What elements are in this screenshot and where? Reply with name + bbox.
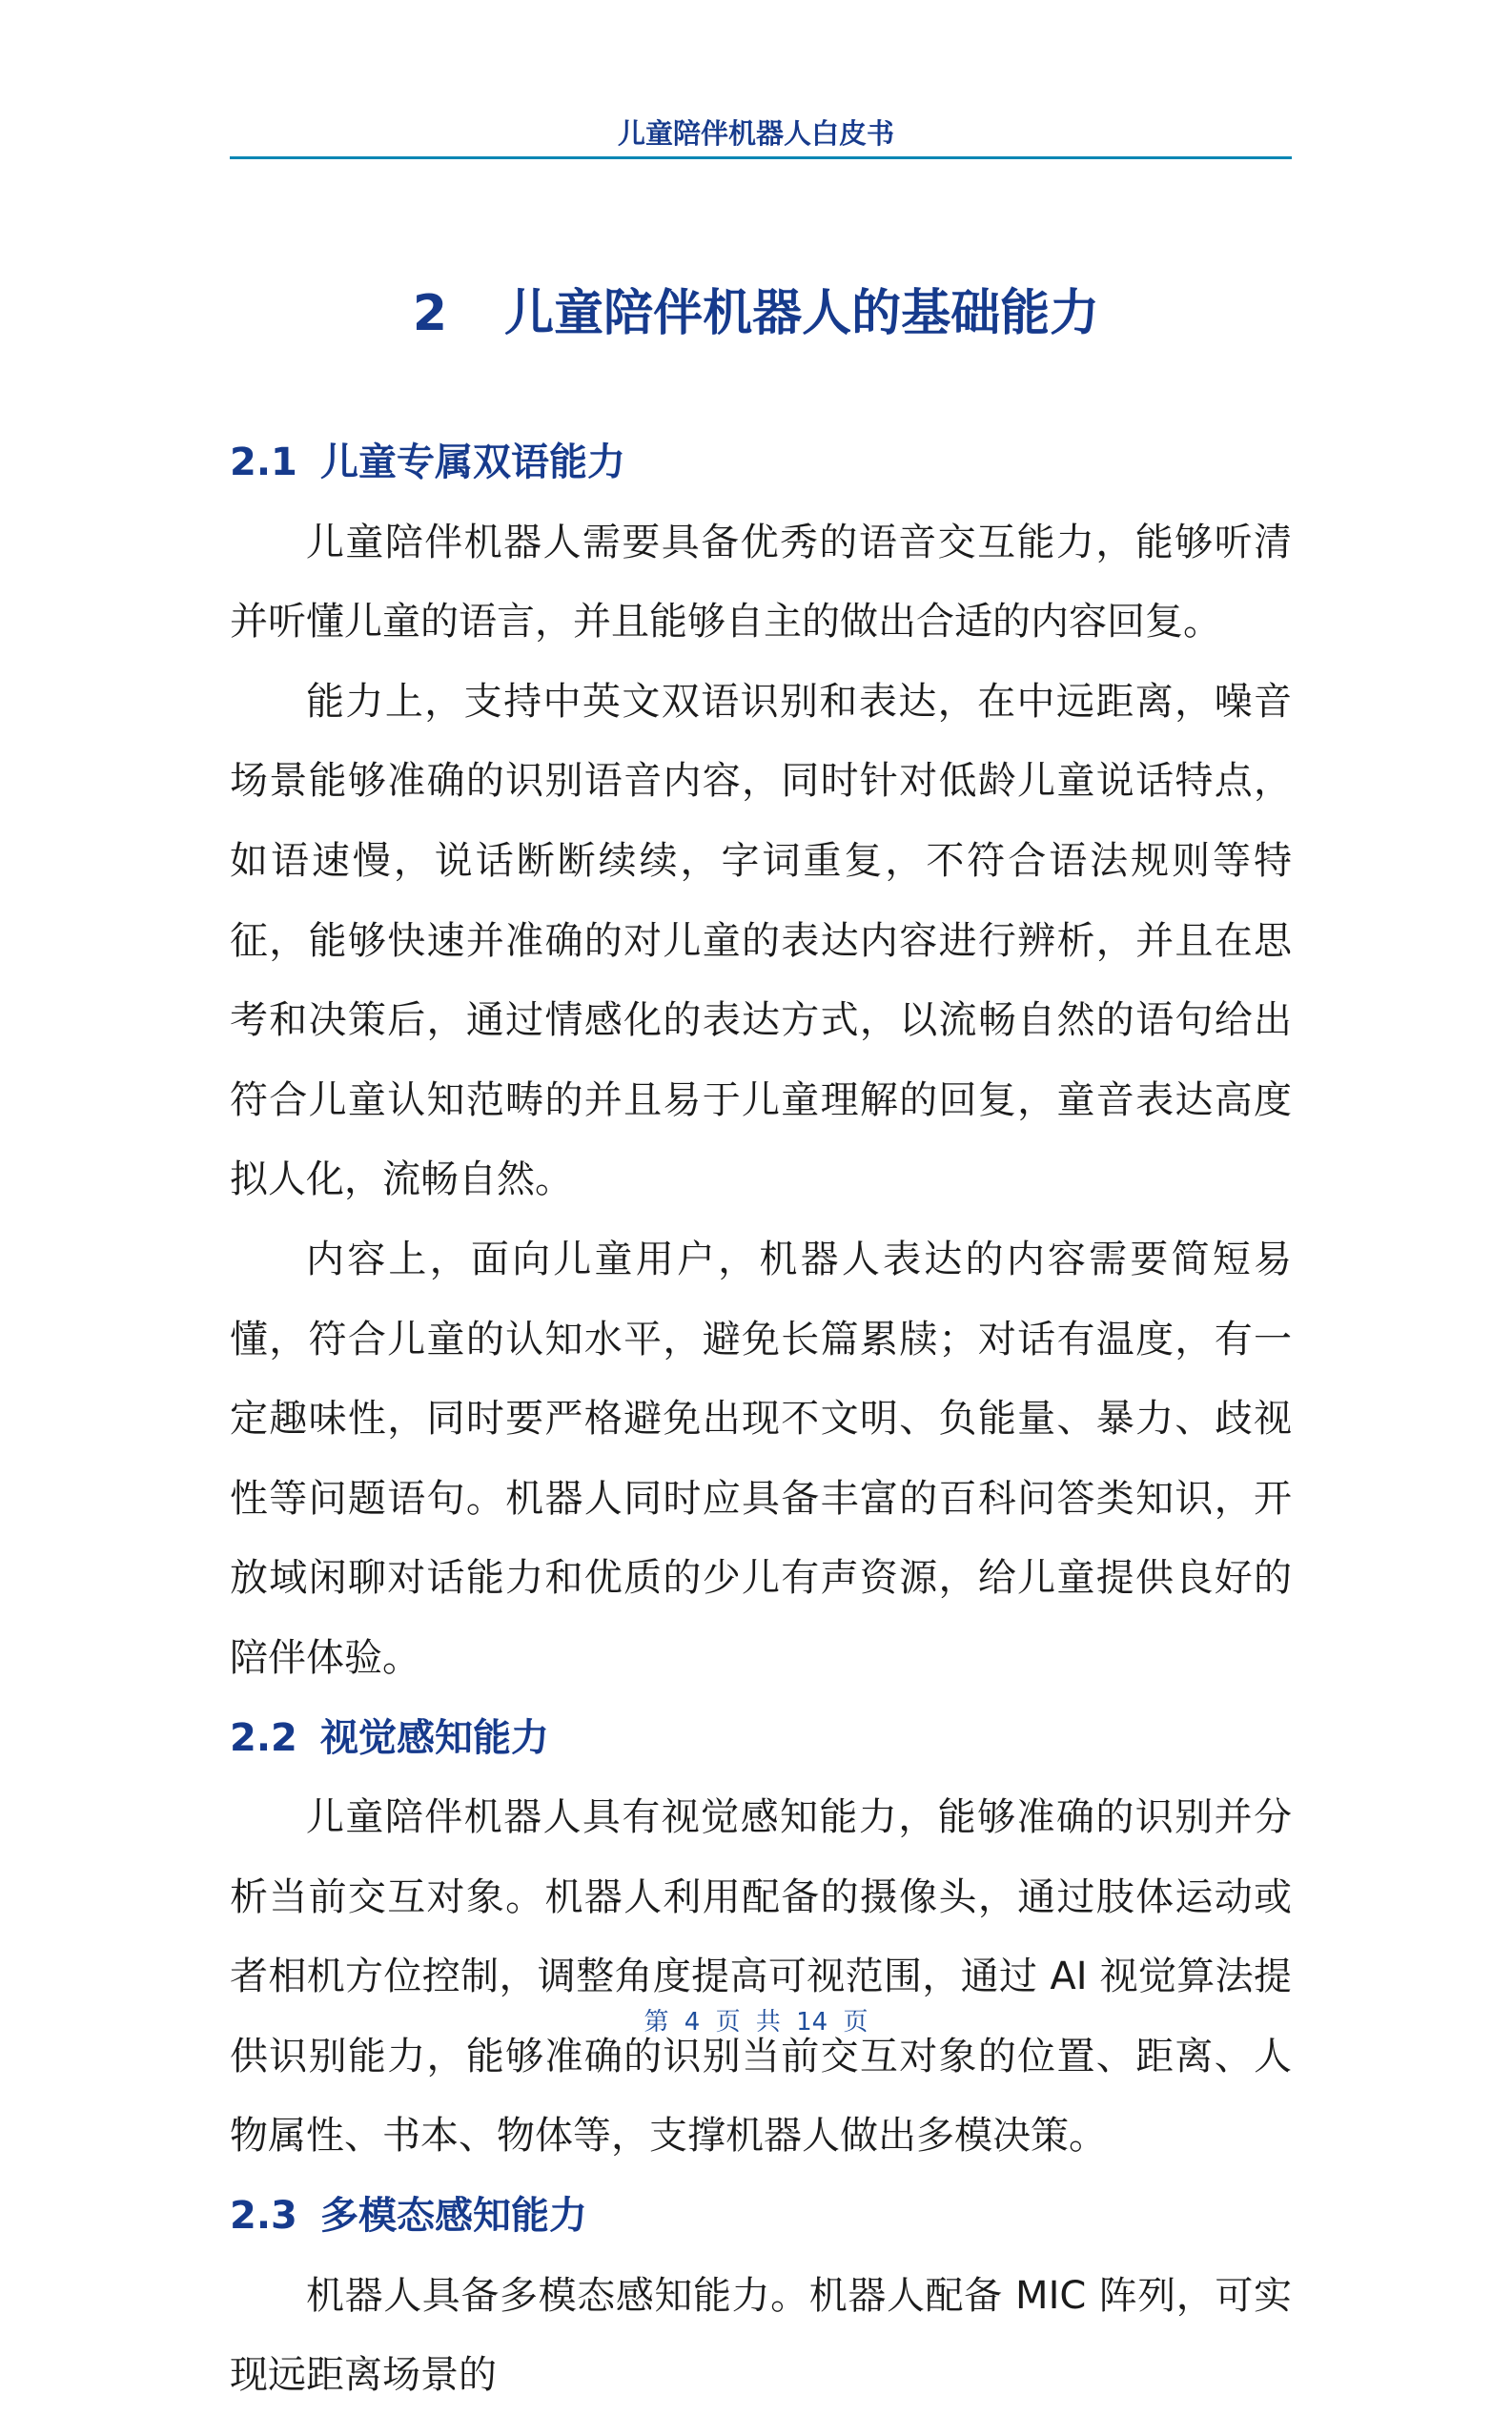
header-divider (230, 156, 1292, 159)
chapter-title: 儿童陪伴机器人的基础能力 (504, 285, 1100, 342)
section-heading-2-2 (230, 1699, 1292, 1779)
paragraph: 能力上，支持中英文双语识别和表达，在中远距离，噪音场景能够准确的识别语音内容，同时针对低龄儿童说话特点，如语速慢，说话断断续续，字词重复，不符合语法规则等特征，能够快速并准确的对儿童的表达内容进行辨析，并且在思考和决策后，通过情感化的表达方式，以流畅自然的语句给出符合儿童认知范畴的并且易于儿童理解的回复，童音表达高度拟人化，流畅自然。 (230, 679, 1292, 1202)
chapter-number: 2 (412, 285, 448, 342)
section-title: 儿童专属双语能力 (320, 440, 625, 484)
page-body (230, 423, 1292, 2416)
section-number: 2.3 (230, 2194, 297, 2239)
paragraph: 儿童陪伴机器人需要具备优秀的语音交互能力，能够听清并听懂儿童的语言，并且能够自主的做出合适的内容回复。 (230, 520, 1292, 645)
chapter-heading (0, 273, 1512, 344)
section-heading-2-3 (230, 2177, 1292, 2257)
paragraph: 机器人具备多模态感知能力。机器人配备 MIC 阵列，可实现远距离场景的 (230, 2273, 1292, 2398)
section-heading-2-1 (230, 423, 1292, 503)
paragraph: 内容上，面向儿童用户，机器人表达的内容需要简短易懂，符合儿童的认知水平，避免长篇累牍；对话有温度，有一定趣味性，同时要严格避免出现不文明、负能量、暴力、歧视性等问题语句。机器人同时应具备丰富的百科问答类知识，开放域闲聊对话能力和优质的少儿有声资源，给儿童提供良好的陪伴体验。 (230, 1237, 1292, 1680)
section-title: 视觉感知能力 (320, 1715, 549, 1760)
section-number: 2.1 (230, 440, 297, 484)
running-header-title: 儿童陪伴机器人白皮书 (617, 117, 894, 150)
paragraph: 儿童陪伴机器人具有视觉感知能力，能够准确的识别并分析当前交互对象。机器人利用配备的摄像头，通过肢体运动或者相机方位控制，调整角度提高可视范围，通过 AI 视觉算法提供识别能力，能够准确的识别当前交互对象的位置、距离、人物属性、书本、物体等，支撑机器人做出多模决策。 (230, 1795, 1292, 2159)
section-title: 多模态感知能力 (320, 2194, 587, 2239)
section-number: 2.2 (230, 1715, 297, 1760)
page-number: 第 4 页 共 14 页 (644, 2008, 868, 2037)
